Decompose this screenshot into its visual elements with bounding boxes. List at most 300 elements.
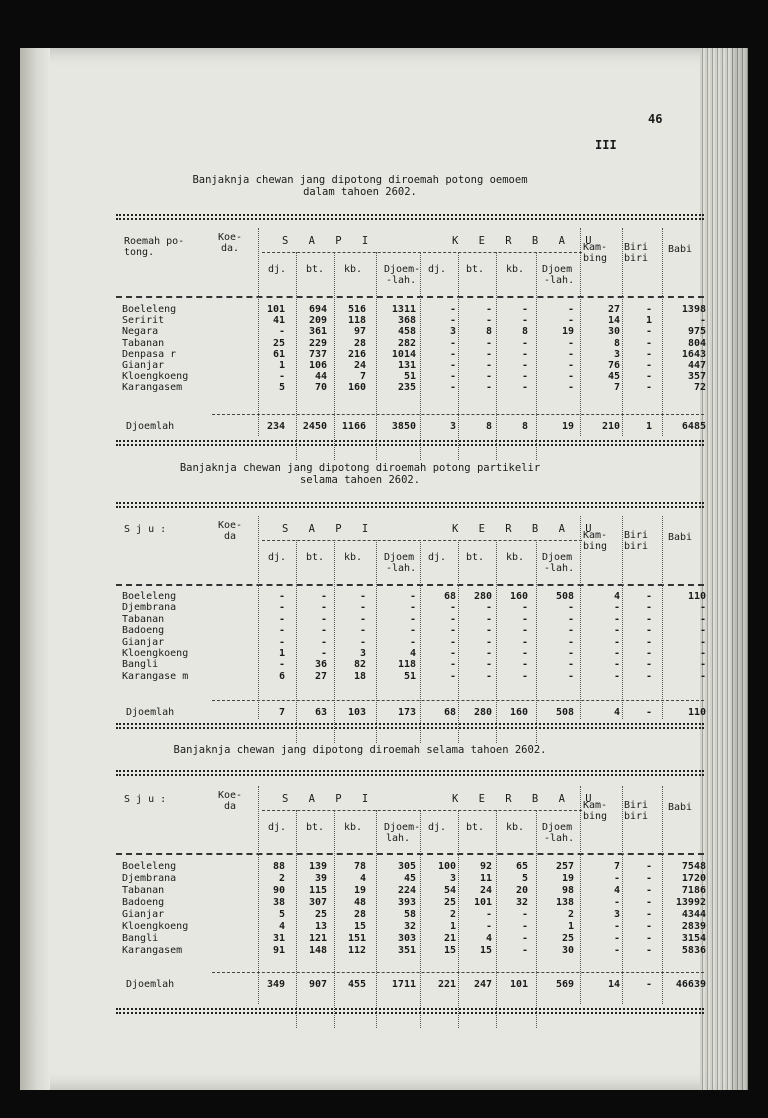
cell-value: - <box>613 897 620 908</box>
total-top-rule <box>212 414 704 415</box>
header-biri: Biri biri <box>624 242 649 264</box>
cell-value: - <box>645 304 652 315</box>
total-value: 234 <box>266 421 285 432</box>
subheader-1: dj. <box>268 264 287 275</box>
cell-value: - <box>485 659 492 671</box>
cell-value: - <box>485 371 492 383</box>
cell-value: - <box>521 337 528 349</box>
cell-value: 2 <box>449 909 456 920</box>
cell-value: 45 <box>607 371 620 383</box>
subheader-7: kb. <box>506 264 525 275</box>
header-koeda: Koe- da. <box>218 232 243 254</box>
cell-value: - <box>449 371 456 383</box>
cell-value: 48 <box>353 897 366 908</box>
cell-value: 7548 <box>681 861 706 872</box>
total-value: 68 <box>443 707 456 718</box>
page-binding <box>20 48 50 1090</box>
cell-value: - <box>613 921 620 932</box>
cell-value: - <box>645 337 652 349</box>
row-label: Djembrana <box>122 602 177 614</box>
cell-value: 1 <box>278 360 285 371</box>
subheader-7: kb. <box>506 822 525 833</box>
total-label: Djoemlah <box>126 979 175 990</box>
cell-value: 7186 <box>681 885 706 896</box>
subheader-3: kb. <box>344 552 363 563</box>
cell-value: - <box>449 625 456 637</box>
cell-value: - <box>521 382 528 394</box>
total-value: 907 <box>308 979 327 990</box>
cell-value: - <box>521 602 528 614</box>
cell-value: - <box>278 326 285 338</box>
cell-value: - <box>409 636 416 648</box>
total-value: 7 <box>278 707 285 718</box>
cell-value: 357 <box>687 371 706 383</box>
cell-value: 694 <box>308 304 327 315</box>
subheader-2: bt. <box>306 264 325 275</box>
subheader-8: Djoem <box>542 822 573 833</box>
cell-value: 45 <box>403 873 416 884</box>
cell-value: - <box>613 945 620 956</box>
cell-value: 19 <box>353 885 366 896</box>
cell-value: 4 <box>409 648 416 659</box>
cell-value: 151 <box>347 933 366 944</box>
cell-value: 7 <box>359 371 366 383</box>
cell-value: 15 <box>353 921 366 932</box>
row-label: Bangli <box>122 933 159 944</box>
cell-value: - <box>409 613 416 625</box>
cell-value: - <box>278 371 285 383</box>
cell-value: 20 <box>515 885 528 896</box>
header-sapi: S A P I <box>282 523 376 535</box>
column-separator <box>662 516 663 719</box>
total-value: 19 <box>561 421 574 432</box>
subheader-7: kb. <box>506 552 525 563</box>
total-value: 8 <box>521 421 528 432</box>
cell-value: 54 <box>443 885 456 896</box>
cell-value: 28 <box>353 337 366 349</box>
cell-value: 24 <box>353 360 366 371</box>
cell-value: 4 <box>278 921 285 932</box>
total-value: 210 <box>601 421 620 432</box>
total-label: Djoemlah <box>126 707 175 718</box>
cell-value: - <box>645 371 652 383</box>
cell-value: - <box>521 933 528 944</box>
cell-value: 1 <box>645 315 652 327</box>
cell-value: 61 <box>272 348 285 360</box>
cell-value: - <box>645 861 652 872</box>
cell-value: 18 <box>353 670 366 682</box>
group-header-rule <box>262 252 582 253</box>
total-value: 63 <box>314 707 327 718</box>
cell-value: 4 <box>359 873 366 884</box>
cell-value: 65 <box>515 861 528 872</box>
cell-value: - <box>567 670 574 682</box>
cell-value: - <box>485 337 492 349</box>
total-value: 247 <box>473 979 492 990</box>
cell-value: - <box>521 315 528 327</box>
table-top-rule <box>116 770 704 776</box>
total-value: 103 <box>347 707 366 718</box>
cell-value: 13992 <box>675 897 706 908</box>
subheader-kerbau-total-suffix: -lah. <box>544 275 575 286</box>
total-value: 2450 <box>302 421 327 432</box>
cell-value: 21 <box>443 933 456 944</box>
cell-value: - <box>699 636 706 648</box>
cell-value: - <box>613 873 620 884</box>
cell-value: 368 <box>397 315 416 327</box>
total-value: 569 <box>555 979 574 990</box>
row-label: Tabanan <box>122 885 165 896</box>
cell-value: - <box>645 348 652 360</box>
cell-value: 307 <box>308 897 327 908</box>
header-first-column: S j u : <box>124 794 167 805</box>
cell-value: 98 <box>561 885 574 896</box>
cell-value: 3154 <box>681 933 706 944</box>
subheader-6: bt. <box>466 552 485 563</box>
cell-value: 97 <box>353 326 366 338</box>
cell-value: 1 <box>449 921 456 932</box>
cell-value: 5 <box>521 873 528 884</box>
cell-value: 11 <box>479 873 492 884</box>
cell-value: 25 <box>314 909 327 920</box>
subheader-4: Djoem- <box>384 264 421 275</box>
table-bottom-rule <box>116 1008 704 1014</box>
row-label: Negara <box>122 326 159 338</box>
cell-value: - <box>521 636 528 648</box>
table-top-rule <box>116 502 704 508</box>
cell-value: - <box>320 625 327 637</box>
cell-value: - <box>449 304 456 315</box>
cell-value: - <box>567 360 574 371</box>
cell-value: 1643 <box>681 348 706 360</box>
header-sapi: S A P I <box>282 793 376 805</box>
header-biri: Biri biri <box>624 530 649 552</box>
cell-value: 24 <box>479 885 492 896</box>
cell-value: - <box>567 382 574 394</box>
table-title: Banjaknja chewan jang dipotong diroemah potong oemoem dalam tahoen 2602. <box>192 174 528 198</box>
row-label: Bangli <box>122 659 159 671</box>
header-koeda: Koe- da <box>218 790 243 812</box>
page-stack-edge <box>700 48 748 1090</box>
cell-value: - <box>485 360 492 371</box>
cell-value: - <box>613 670 620 682</box>
cell-value: 36 <box>314 659 327 671</box>
cell-value: 361 <box>308 326 327 338</box>
cell-value: - <box>567 348 574 360</box>
subheader-3: kb. <box>344 822 363 833</box>
total-value: 110 <box>687 707 706 718</box>
cell-value: 138 <box>555 897 574 908</box>
cell-value: - <box>449 315 456 327</box>
cell-value: 30 <box>561 945 574 956</box>
cell-value: - <box>449 636 456 648</box>
cell-value: - <box>449 382 456 394</box>
total-top-rule <box>212 972 704 973</box>
cell-value: 41 <box>272 315 285 327</box>
cell-value: - <box>567 659 574 671</box>
cell-value: - <box>567 613 574 625</box>
group-header-rule <box>262 540 582 541</box>
cell-value: 8 <box>485 326 492 338</box>
cell-value: 139 <box>308 861 327 872</box>
page-number: 46 <box>648 112 663 126</box>
cell-value: - <box>320 613 327 625</box>
subheader-5: dj. <box>428 264 447 275</box>
cell-value: - <box>567 636 574 648</box>
cell-value: - <box>409 602 416 614</box>
cell-value: - <box>485 909 492 920</box>
cell-value: 7 <box>613 861 620 872</box>
cell-value: - <box>613 613 620 625</box>
total-value: 1 <box>645 421 652 432</box>
cell-value: 68 <box>443 591 456 602</box>
cell-value: - <box>645 885 652 896</box>
cell-value: - <box>449 348 456 360</box>
cell-value: 975 <box>687 326 706 338</box>
cell-value: - <box>645 670 652 682</box>
cell-value: 38 <box>272 897 285 908</box>
cell-value: 5836 <box>681 945 706 956</box>
header-first-column: Roemah po- tong. <box>124 236 185 258</box>
header-bottom-rule <box>116 296 704 298</box>
section-number: III <box>595 138 617 152</box>
cell-value: - <box>320 602 327 614</box>
cell-value: - <box>567 315 574 327</box>
cell-value: - <box>645 326 652 338</box>
cell-value: 121 <box>308 933 327 944</box>
subheader-5: dj. <box>428 822 447 833</box>
cell-value: 39 <box>314 873 327 884</box>
total-value: 3850 <box>391 421 416 432</box>
cell-value: 31 <box>272 933 285 944</box>
cell-value: 516 <box>347 304 366 315</box>
cell-value: - <box>567 648 574 659</box>
subheader-kerbau-total-suffix: -lah. <box>544 833 575 844</box>
cell-value: 72 <box>693 382 706 394</box>
header-kambing: Kam- bing <box>583 530 608 552</box>
cell-value: 27 <box>607 304 620 315</box>
cell-value: 305 <box>397 861 416 872</box>
cell-value: 3 <box>613 348 620 360</box>
row-label: Boeleleng <box>122 591 177 602</box>
cell-value: - <box>699 602 706 614</box>
total-value: 46639 <box>675 979 706 990</box>
cell-value: 91 <box>272 945 285 956</box>
cell-value: - <box>359 602 366 614</box>
subheader-8: Djoem <box>542 552 573 563</box>
cell-value: - <box>645 591 652 602</box>
cell-value: - <box>521 921 528 932</box>
row-label: Tabanan <box>122 337 165 349</box>
cell-value: 737 <box>308 348 327 360</box>
cell-value: - <box>521 348 528 360</box>
cell-value: - <box>485 613 492 625</box>
cell-value: 2839 <box>681 921 706 932</box>
total-value: 6485 <box>681 421 706 432</box>
cell-value: 27 <box>314 670 327 682</box>
total-value: - <box>645 707 652 718</box>
cell-value: - <box>613 636 620 648</box>
cell-value: - <box>567 371 574 383</box>
cell-value: - <box>485 625 492 637</box>
row-label: Boeleleng <box>122 861 177 872</box>
cell-value: 14 <box>607 315 620 327</box>
cell-value: 88 <box>272 861 285 872</box>
cell-value: - <box>699 670 706 682</box>
total-value: 1166 <box>341 421 366 432</box>
cell-value: 58 <box>403 909 416 920</box>
cell-value: - <box>699 625 706 637</box>
cell-value: 131 <box>397 360 416 371</box>
cell-value: 25 <box>443 897 456 908</box>
cell-value: 4344 <box>681 909 706 920</box>
cell-value: - <box>485 670 492 682</box>
row-label: Kloengkoeng <box>122 648 189 659</box>
cell-value: 216 <box>347 348 366 360</box>
cell-value: - <box>449 337 456 349</box>
column-separator <box>662 228 663 436</box>
cell-value: 4 <box>485 933 492 944</box>
cell-value: 115 <box>308 885 327 896</box>
cell-value: - <box>645 659 652 671</box>
row-label: Gianjar <box>122 360 165 371</box>
cell-value: - <box>521 625 528 637</box>
cell-value: - <box>567 304 574 315</box>
total-value: 101 <box>509 979 528 990</box>
cell-value: - <box>699 315 706 327</box>
row-label: Badoeng <box>122 897 165 908</box>
cell-value: - <box>613 648 620 659</box>
subheader-kerbau-total-suffix: -lah. <box>544 563 575 574</box>
row-label: Badoeng <box>122 625 165 637</box>
row-label: Gianjar <box>122 909 165 920</box>
header-babi: Babi <box>668 802 693 813</box>
cell-value: 25 <box>272 337 285 349</box>
cell-value: 508 <box>555 591 574 602</box>
total-value: 1711 <box>391 979 416 990</box>
cell-value: 25 <box>561 933 574 944</box>
subheader-6: bt. <box>466 822 485 833</box>
total-value: 173 <box>397 707 416 718</box>
header-kambing: Kam- bing <box>583 242 608 264</box>
subheader-3: kb. <box>344 264 363 275</box>
cell-value: - <box>699 613 706 625</box>
cell-value: 1 <box>567 921 574 932</box>
subheader-8: Djoem <box>542 264 573 275</box>
subheader-2: bt. <box>306 822 325 833</box>
header-kambing: Kam- bing <box>583 800 608 822</box>
cell-value: - <box>449 648 456 659</box>
cell-value: 101 <box>266 304 285 315</box>
cell-value: 351 <box>397 945 416 956</box>
cell-value: - <box>521 648 528 659</box>
header-babi: Babi <box>668 244 693 255</box>
row-label: Kloengkoeng <box>122 921 189 932</box>
header-biri: Biri biri <box>624 800 649 822</box>
cell-value: - <box>359 625 366 637</box>
cell-value: 3 <box>613 909 620 920</box>
cell-value: - <box>645 909 652 920</box>
cell-value: 1 <box>278 648 285 659</box>
cell-value: - <box>521 945 528 956</box>
cell-value: - <box>278 659 285 671</box>
header-bottom-rule <box>116 853 704 855</box>
cell-value: 458 <box>397 326 416 338</box>
cell-value: 4 <box>613 885 620 896</box>
cell-value: 19 <box>561 326 574 338</box>
total-top-rule <box>212 700 704 701</box>
cell-value: - <box>278 591 285 602</box>
row-label: Boeleleng <box>122 304 177 315</box>
cell-value: - <box>521 304 528 315</box>
cell-value: 3 <box>449 873 456 884</box>
cell-value: - <box>278 602 285 614</box>
table-title: Banjaknja chewan jang dipotong diroemah selama tahoen 2602. <box>173 744 547 756</box>
row-label: Karangase m <box>122 670 189 682</box>
table-top-rule <box>116 214 704 220</box>
total-value: 14 <box>607 979 620 990</box>
cell-value: - <box>645 602 652 614</box>
cell-value: 235 <box>397 382 416 394</box>
cell-value: 1311 <box>391 304 416 315</box>
total-value: 160 <box>509 707 528 718</box>
cell-value: 70 <box>314 382 327 394</box>
row-label: Tabanan <box>122 613 165 625</box>
cell-value: - <box>485 304 492 315</box>
total-value: 221 <box>437 979 456 990</box>
cell-value: 118 <box>347 315 366 327</box>
cell-value: 224 <box>397 885 416 896</box>
header-babi: Babi <box>668 532 693 543</box>
subheader-sapi-total-suffix: lah. <box>386 833 411 844</box>
cell-value: 92 <box>479 861 492 872</box>
cell-value: 282 <box>397 337 416 349</box>
cell-value: 5 <box>278 909 285 920</box>
row-label: Gianjar <box>122 636 165 648</box>
cell-value: 76 <box>607 360 620 371</box>
cell-value: 44 <box>314 371 327 383</box>
cell-value: 112 <box>347 945 366 956</box>
cell-value: 148 <box>308 945 327 956</box>
cell-value: - <box>521 909 528 920</box>
row-label: Karangasem <box>122 945 183 956</box>
cell-value: 32 <box>515 897 528 908</box>
cell-value: 8 <box>521 326 528 338</box>
cell-value: - <box>645 933 652 944</box>
cell-value: 118 <box>397 659 416 671</box>
cell-value: 447 <box>687 360 706 371</box>
cell-value: 280 <box>473 591 492 602</box>
total-value: 8 <box>485 421 492 432</box>
cell-value: 209 <box>308 315 327 327</box>
table-bottom-rule <box>116 440 704 446</box>
cell-value: - <box>645 613 652 625</box>
cell-value: 15 <box>479 945 492 956</box>
table-title: Banjaknja chewan jang dipotong diroemah potong partikelir selama tahoen 2602. <box>179 462 541 486</box>
cell-value: - <box>278 625 285 637</box>
subheader-sapi-total-suffix: -lah. <box>386 563 417 574</box>
cell-value: 2 <box>278 873 285 884</box>
total-value: 349 <box>266 979 285 990</box>
table-bottom-rule <box>116 723 704 729</box>
cell-value: 2 <box>567 909 574 920</box>
cell-value: - <box>485 648 492 659</box>
subheader-1: dj. <box>268 822 287 833</box>
cell-value: 51 <box>403 371 416 383</box>
cell-value: 6 <box>278 670 285 682</box>
cell-value: 1014 <box>391 348 416 360</box>
cell-value: - <box>613 625 620 637</box>
